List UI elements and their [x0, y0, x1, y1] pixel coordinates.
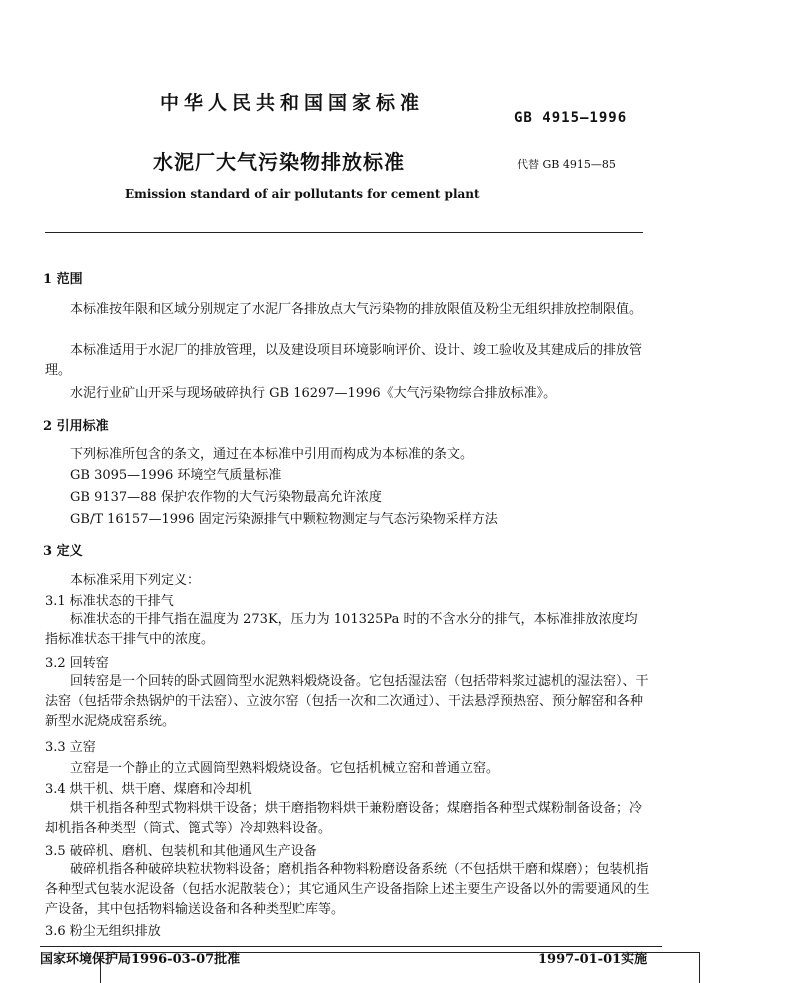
section-3-intro: 本标准采用下列定义：	[70, 573, 201, 588]
definition-3-3-text: 立窑是一个静止的立式圆筒型熟料煅烧设备。它包括机械立窑和普通立窑。	[70, 761, 500, 776]
reference-item: GB/T 16157—1996 固定污染源排气中颗粒物测定与气态污染物采样方法	[70, 512, 498, 527]
approval-line: 国家环境保护局1996-03-07批准	[40, 952, 241, 967]
section-1-paragraph-1: 本标准按年限和区域分别规定了水泥厂各排放点大气污染物的排放限值及粉尘无组织排放控制限值。	[70, 302, 643, 317]
definition-3-5-title: 3.5 破碎机、磨机、包装机和其他通风生产设备	[45, 844, 317, 859]
footer-divider	[40, 946, 662, 947]
header-divider	[45, 232, 643, 233]
section-1-paragraph-2: 本标准适用于水泥厂的排放管理，以及建设项目环境影响评价、设计、竣工验收及其建成后的排放管理。	[45, 343, 643, 378]
definition-3-6-title: 3.6 粉尘无组织排放	[45, 924, 161, 939]
section-1-paragraph-3: 水泥行业矿山开采与现场破碎执行 GB 16297—1996《大气污染物综合排放标准》。	[70, 386, 557, 401]
definition-3-5-text: 破碎机指各种破碎块粒状物料设备；磨机指各种物料粉磨设备系统（不包括烘干磨和煤磨）；包装机指各种型式包装水泥设备（包括水泥散装仓）；其它通风生产设备指除上述主要生产设备以外的需要通风的生产设备，其中包括物料输送设备和各种类型贮库等。	[45, 862, 650, 917]
section-2-intro: 下列标准所包含的条文，通过在本标准中引用而构成为本标准的条文。	[70, 447, 474, 462]
national-standard-heading: 中华人民共和国国家标准	[160, 92, 425, 114]
document-title-en: Emission standard of air pollutants for cement plant	[125, 187, 480, 201]
definition-3-4-text: 烘干机指各种型式物料烘干设备；烘干磨指物料烘干兼粉磨设备；煤磨指各种型式煤粉制备设备；冷却机指各种类型（筒式、篦式等）冷却熟料设备。	[45, 801, 643, 836]
definition-3-1-title: 3.1 标准状态的干排气	[45, 594, 174, 609]
section-2-heading: 2 引用标准	[43, 419, 109, 434]
reference-item: GB 3095—1996 环境空气质量标准	[70, 468, 282, 483]
section-3-heading: 3 定义	[43, 544, 83, 559]
definition-3-1-text: 标准状态的干排气指在温度为 273K，压力为 101325Pa 时的不含水分的排气，本标准排放浓度均指标准状态干排气中的浓度。	[45, 612, 638, 647]
document-title-cn: 水泥厂大气污染物排放标准	[153, 150, 405, 174]
definition-3-4-title: 3.4 烘干机、烘干磨、煤磨和冷却机	[45, 782, 252, 797]
footer-box	[100, 952, 700, 983]
replaces-note: 代替 GB 4915—85	[517, 158, 616, 171]
section-1-heading: 1 范围	[43, 272, 83, 287]
definition-3-3-title: 3.3 立窑	[45, 740, 96, 755]
definition-3-2-text: 回转窑是一个回转的卧式圆筒型水泥熟料煅烧设备。它包括湿法窑（包括带料浆过滤机的湿法窑）、干法窑（包括带余热锅炉的干法窑）、立波尔窑（包括一次和二次通过）、干法悬浮预热窑、预分解窑和各种新型水泥烧成窑系统。	[45, 674, 649, 729]
effective-date: 1997-01-01实施	[538, 952, 648, 967]
definition-3-2-title: 3.2 回转窑	[45, 656, 109, 671]
reference-item: GB 9137—88 保护农作物的大气污染物最高允许浓度	[70, 490, 382, 505]
standard-number: GB 4915—1996	[514, 110, 628, 126]
